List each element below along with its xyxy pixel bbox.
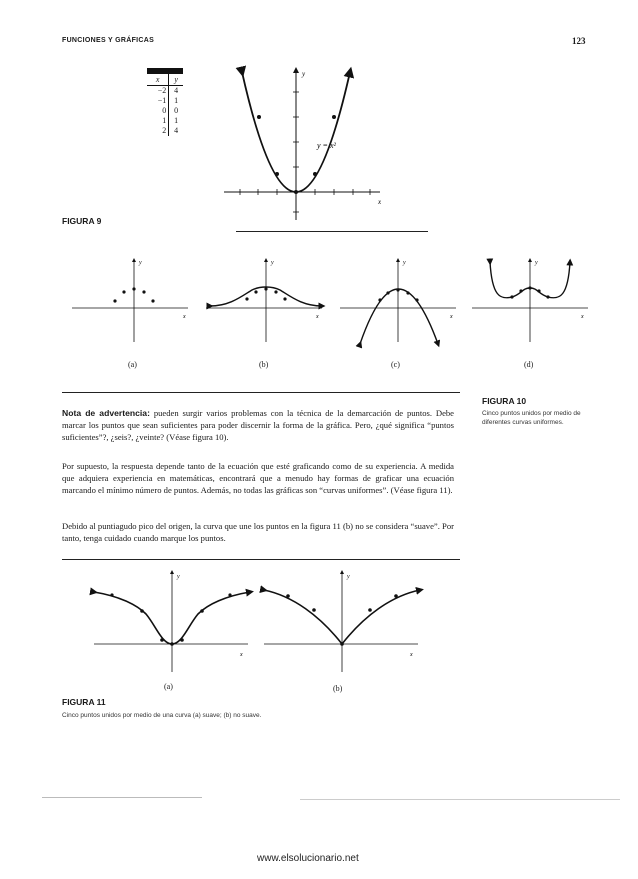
table-cell: 4 bbox=[174, 126, 179, 135]
table-cell: 1 bbox=[147, 116, 169, 126]
figure10-caption: Cinco puntos unidos por medio de diferentes curvas uniformes. bbox=[482, 410, 581, 426]
panel-c-arch bbox=[340, 260, 456, 344]
paragraph-3: Debido al puntiagudo pico del origen, la curva que une los puntos en la figura 11 (b) no se considera “suave”. Por tanto, tenga cuidado cuando marque los puntos. bbox=[62, 521, 454, 544]
xy-table-body bbox=[147, 74, 183, 136]
svg-text:x: x bbox=[450, 314, 453, 320]
section-rule-top bbox=[62, 392, 460, 393]
fig11-panel-b-label: (b) bbox=[333, 684, 343, 693]
table-cell: −1 bbox=[147, 96, 169, 106]
paragraph-2: Por supuesto, la respuesta depende tanto de la ecuación que esté graficando como de su experiencia. A medida que adquiera experiencia en matemáticas, encontrará que a menudo hay formas de graficar una ecuación marcando el mínimo número de puntos. Además, no todas las gráficas son “curvas uniformes”. (Véase figura 11). bbox=[62, 461, 454, 496]
paragraph-warning bbox=[62, 407, 454, 444]
panel-a-label: (a) bbox=[128, 360, 137, 369]
figure10-panels bbox=[60, 248, 600, 356]
svg-text:x: x bbox=[316, 314, 319, 320]
curve-label: y = x² bbox=[317, 141, 336, 150]
figure10-label: FIGURA 10 bbox=[482, 396, 527, 406]
figure9-label: FIGURA 9 bbox=[62, 216, 102, 226]
x-axis-label: x bbox=[378, 198, 382, 206]
scan-line-right bbox=[300, 799, 620, 800]
table-cell: 2 bbox=[147, 126, 169, 136]
table-cell: 0 bbox=[174, 106, 179, 115]
panel-b-cusp-curve bbox=[264, 572, 420, 672]
figure11-panels bbox=[88, 568, 428, 676]
panel-b-label: (b) bbox=[259, 360, 269, 369]
section-rule-bottom bbox=[62, 559, 460, 560]
panel-a-smooth-curve bbox=[94, 572, 250, 672]
xy-table bbox=[147, 68, 183, 136]
figure11-caption: Cinco puntos unidos por medio de una curva (a) suave; (b) no suave. bbox=[62, 712, 262, 719]
table-cell: 0 bbox=[147, 106, 169, 116]
table-row bbox=[147, 106, 183, 116]
table-cell: 1 bbox=[174, 116, 179, 125]
figure9-parabola-plot bbox=[220, 62, 390, 222]
table-cell: 4 bbox=[174, 86, 179, 95]
panel-a-dots bbox=[72, 260, 188, 342]
svg-text:x: x bbox=[410, 652, 413, 658]
running-header: FUNCIONES Y GRÁFICAS bbox=[62, 37, 155, 44]
svg-text:x: x bbox=[183, 314, 186, 320]
page-number: 123 bbox=[572, 36, 586, 46]
table-row bbox=[147, 116, 183, 126]
svg-text:y: y bbox=[347, 574, 350, 580]
table-cell: 1 bbox=[174, 96, 179, 105]
table-row bbox=[147, 126, 183, 136]
svg-text:y: y bbox=[403, 260, 406, 266]
figure9-rule bbox=[236, 231, 428, 232]
svg-text:y: y bbox=[139, 260, 142, 266]
svg-text:y: y bbox=[177, 574, 180, 580]
table-row bbox=[147, 96, 183, 106]
table-header-row bbox=[147, 74, 183, 86]
warning-title: Nota de advertencia: bbox=[62, 408, 150, 418]
panel-d-wave bbox=[472, 260, 588, 342]
scan-line-left bbox=[42, 797, 202, 798]
xy-values-table bbox=[147, 74, 183, 136]
paragraph-1: pueden surgir varios problemas con la técnica de la demarcación de puntos. Debe marcar los puntos que sean suficientes para poder discernir la forma de la gráfica. Pero, ¿qué significa “puntos suficientes”?, ¿seis?, ¿veinte? (Véase figura 10). bbox=[62, 408, 454, 443]
panel-b-bell bbox=[206, 260, 322, 342]
y-axis-label: y bbox=[302, 70, 306, 78]
figure11-label: FIGURA 11 bbox=[62, 697, 106, 707]
panel-c-label: (c) bbox=[391, 360, 400, 369]
table-header-cell: x bbox=[147, 74, 169, 86]
svg-text:y: y bbox=[271, 260, 274, 266]
svg-text:y: y bbox=[535, 260, 538, 266]
table-header-cell: y bbox=[169, 74, 183, 86]
table-cell: −2 bbox=[147, 86, 169, 97]
table-row bbox=[147, 86, 183, 97]
panel-d-label: (d) bbox=[524, 360, 534, 369]
svg-text:x: x bbox=[581, 314, 584, 320]
fig11-panel-a-label: (a) bbox=[164, 682, 173, 691]
footer-url[interactable]: www.elsolucionario.net bbox=[257, 853, 359, 864]
svg-text:x: x bbox=[240, 652, 243, 658]
